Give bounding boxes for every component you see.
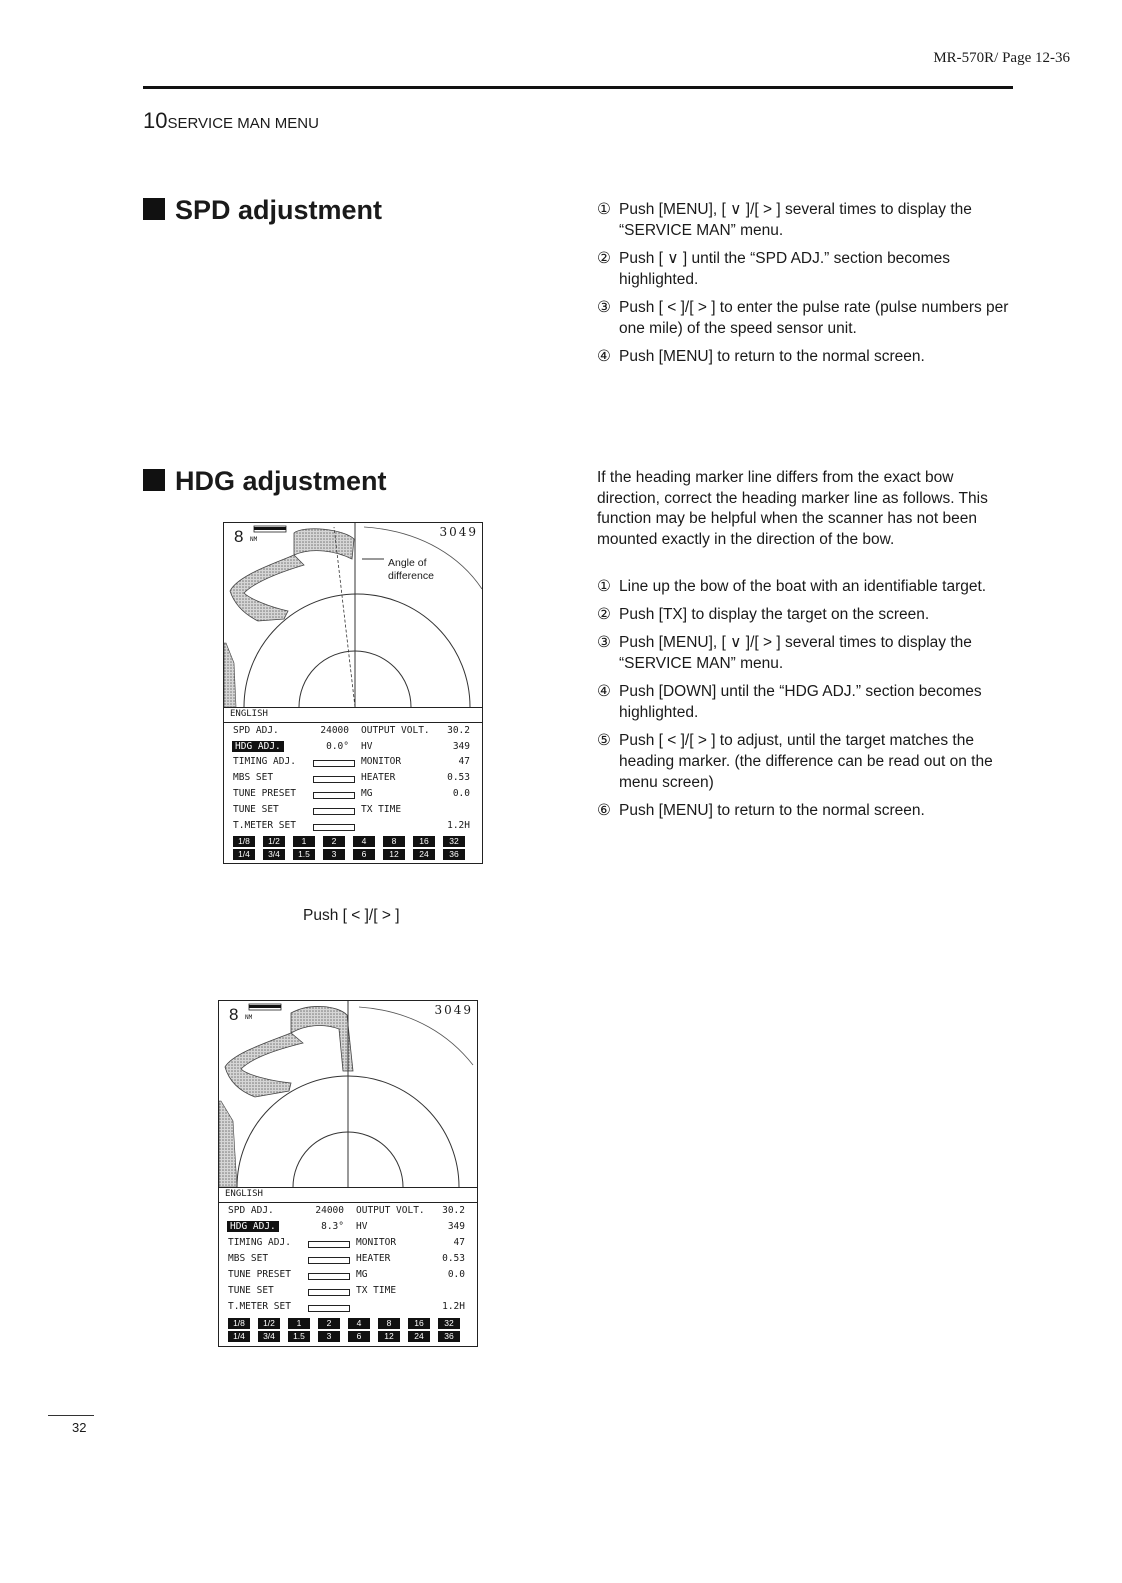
range-value: 8 [229, 1005, 239, 1024]
menu-row-timing [233, 756, 470, 770]
range-key: 24 [413, 849, 435, 860]
hdg-steps [597, 576, 1012, 828]
output-volt-label: OUTPUT VOLT. [356, 1205, 425, 1216]
step-marker: ③ [597, 634, 611, 651]
range-key: 36 [443, 849, 465, 860]
step-text: Push [MENU], [ ∨ ]/[ > ] several times to display the “SERVICE MAN” menu. [619, 201, 972, 239]
hdg-adj-label-highlighted: HDG ADJ. [232, 741, 284, 752]
tune-preset-bar [313, 792, 355, 799]
range-key: 4 [348, 1318, 370, 1329]
output-volt-label: OUTPUT VOLT. [361, 725, 430, 736]
menu-row-tune-preset [233, 788, 470, 802]
range-key: 24 [408, 1331, 430, 1342]
range-key: 1/4 [228, 1331, 250, 1342]
step-text: Push [TX] to display the target on the screen. [619, 606, 930, 623]
range-key: 3 [318, 1331, 340, 1342]
hv-label: HV [361, 741, 373, 752]
range-key: 1.5 [293, 849, 315, 860]
menu-language: ENGLISH [230, 709, 268, 719]
range-key: 1/2 [258, 1318, 280, 1329]
menu-row-tmeter [233, 820, 470, 834]
spd-adj-value: 24000 [315, 1205, 344, 1216]
spd-step [597, 199, 1012, 241]
timing-adj-label: TIMING ADJ. [228, 1237, 291, 1248]
tune-set-bar [313, 808, 355, 815]
hdg-step [597, 632, 1012, 674]
step-text: Push [MENU], [ ∨ ]/[ > ] several times to display the “SERVICE MAN” menu. [619, 634, 972, 672]
range-key: 8 [383, 836, 405, 847]
step-marker: ③ [597, 299, 611, 316]
range-key: 1 [288, 1318, 310, 1329]
callout-line-1: Angle of [388, 557, 427, 569]
hdg-adj-value: 0.0° [326, 741, 349, 752]
menu-row-mbs [233, 772, 470, 786]
range-keys [233, 836, 470, 862]
step-marker: ④ [597, 348, 611, 365]
tune-set-label: TUNE SET [228, 1285, 274, 1296]
step-marker: ⑤ [597, 732, 611, 749]
menu-row-tune-set [233, 804, 470, 818]
monitor-value: 47 [458, 756, 470, 767]
menu-row-tune-set [228, 1285, 465, 1299]
menu-language: ENGLISH [225, 1189, 263, 1199]
step-text: Push [ < ]/[ > ] to enter the pulse rate (pulse numbers per one mile) of the speed sensor unit. [619, 299, 1009, 337]
range-key: 3/4 [263, 849, 285, 860]
document-reference: MR-570R/ Page 12-36 [933, 50, 1070, 66]
chapter-number: 10 [143, 108, 168, 133]
hdg-adj-value: 8.3° [321, 1221, 344, 1232]
tmeter-set-label: T.METER SET [228, 1301, 291, 1312]
spd-steps [597, 199, 1012, 374]
chapter-heading [143, 108, 319, 134]
mg-value: 0.0 [447, 1269, 465, 1280]
menu-row-tune-preset [228, 1269, 465, 1283]
radar-screen-before [223, 522, 483, 864]
radar-screen-after [218, 1000, 478, 1347]
menu-divider [219, 1202, 477, 1203]
tmeter-set-bar [313, 824, 355, 831]
spd-adj-label: SPD ADJ. [228, 1205, 274, 1216]
range-key: 4 [353, 836, 375, 847]
range-key: 1/8 [233, 836, 255, 847]
radar-ppi-display [224, 523, 482, 707]
hv-value: 349 [447, 1221, 465, 1232]
hdg-intro: If the heading marker line differs from the exact bow direction, correct the heading marker line as follows. This function may be helpful when the scanner has not been mounted exactly in the direction of the bow. [597, 469, 988, 548]
range-value: 8 [234, 527, 244, 546]
menu-row-spd [228, 1205, 465, 1219]
timing-adj-label: TIMING ADJ. [233, 756, 296, 767]
menu-row-mbs [228, 1253, 465, 1267]
hdg-step [597, 681, 1012, 723]
header-rule [143, 86, 1013, 89]
tune-set-bar [308, 1289, 350, 1296]
mbs-set-label: MBS SET [233, 772, 274, 783]
menu-row-spd [233, 725, 470, 739]
menu-row-hdg [233, 741, 470, 755]
range-key: 16 [413, 836, 435, 847]
step-text: Line up the bow of the boat with an identifiable target. [619, 578, 987, 595]
spd-step [597, 346, 1012, 367]
radar-ppi-display [219, 1001, 477, 1187]
menu-row-timing [228, 1237, 465, 1251]
heater-value: 0.53 [447, 772, 470, 783]
range-keys [228, 1318, 465, 1344]
tune-set-label: TUNE SET [233, 804, 279, 815]
heater-value: 0.53 [442, 1253, 465, 1264]
hdg-step [597, 800, 1012, 821]
bearing-readout: 3049 [439, 525, 478, 539]
step-marker: ① [597, 201, 611, 218]
mbs-set-bar [313, 776, 355, 783]
hv-value: 349 [452, 741, 470, 752]
spd-section-title [143, 195, 382, 226]
range-key: 1 [293, 836, 315, 847]
range-key: 32 [438, 1318, 460, 1329]
menu-divider [224, 722, 482, 723]
heater-label: HEATER [356, 1253, 391, 1264]
angle-of-difference-callout [388, 557, 434, 583]
range-key: 1/8 [228, 1318, 250, 1329]
range-key: 12 [378, 1331, 400, 1342]
step-marker: ① [597, 578, 611, 595]
output-volt-value: 30.2 [442, 1205, 465, 1216]
hdg-adj-label-highlighted: HDG ADJ. [227, 1221, 279, 1232]
tune-preset-label: TUNE PRESET [233, 788, 296, 799]
range-unit: NM [250, 536, 258, 543]
tune-preset-bar [308, 1273, 350, 1280]
hv-label: HV [356, 1221, 368, 1232]
tune-preset-label: TUNE PRESET [228, 1269, 291, 1280]
mg-label: MG [361, 788, 373, 799]
menu-row-hdg [228, 1221, 465, 1235]
step-text: Push [ ∨ ] until the “SPD ADJ.” section becomes highlighted. [619, 250, 950, 288]
callout-line-2: difference [388, 570, 434, 582]
service-man-menu [219, 1187, 477, 1347]
menu-row-tmeter [228, 1301, 465, 1315]
step-marker: ② [597, 250, 611, 267]
tmeter-set-label: T.METER SET [233, 820, 296, 831]
timing-adj-bar [308, 1241, 350, 1248]
mg-value: 0.0 [452, 788, 470, 799]
range-key: 3 [323, 849, 345, 860]
hdg-step [597, 604, 1012, 625]
mbs-set-label: MBS SET [228, 1253, 269, 1264]
range-key: 2 [323, 836, 345, 847]
push-caption: Push [ < ]/[ > ] [303, 907, 400, 924]
range-key: 8 [378, 1318, 400, 1329]
range-key: 2 [318, 1318, 340, 1329]
timing-adj-bar [313, 760, 355, 767]
step-text: Push [MENU] to return to the normal screen. [619, 348, 925, 365]
hdg-title-text: HDG adjustment [175, 466, 387, 496]
step-marker: ⑥ [597, 802, 611, 819]
step-text: Push [ < ]/[ > ] to adjust, until the target matches the heading marker. (the difference can be read out on the menu screen) [619, 732, 993, 791]
step-text: Push [MENU] to return to the normal screen. [619, 802, 925, 819]
spd-step [597, 297, 1012, 339]
monitor-value: 47 [453, 1237, 465, 1248]
range-key: 16 [408, 1318, 430, 1329]
spd-adj-label: SPD ADJ. [233, 725, 279, 736]
spd-step [597, 248, 1012, 290]
bearing-readout: 3049 [434, 1003, 473, 1017]
range-key: 1.5 [288, 1331, 310, 1342]
chapter-title: SERVICE MAN MENU [167, 115, 319, 132]
mg-label: MG [356, 1269, 368, 1280]
range-key: 1/2 [263, 836, 285, 847]
square-bullet-icon [143, 469, 165, 491]
monitor-label: MONITOR [361, 756, 402, 767]
page-number: 32 [72, 1420, 87, 1435]
square-bullet-icon [143, 198, 165, 220]
hdg-step [597, 730, 1012, 793]
heater-label: HEATER [361, 772, 396, 783]
hdg-section-title [143, 466, 387, 497]
range-key: 1/4 [233, 849, 255, 860]
service-man-menu [224, 707, 482, 864]
step-marker: ④ [597, 683, 611, 700]
range-key: 3/4 [258, 1331, 280, 1342]
output-volt-value: 30.2 [447, 725, 470, 736]
spd-adj-value: 24000 [320, 725, 349, 736]
range-key: 32 [443, 836, 465, 847]
tx-time-label: TX TIME [356, 1285, 397, 1296]
step-marker: ② [597, 606, 611, 623]
step-text: Push [DOWN] until the “HDG ADJ.” section becomes highlighted. [619, 683, 982, 721]
range-key: 36 [438, 1331, 460, 1342]
range-key: 6 [348, 1331, 370, 1342]
tmeter-value: 1.2H [442, 1301, 465, 1312]
range-key: 12 [383, 849, 405, 860]
hdg-step [597, 576, 1012, 597]
range-key: 6 [353, 849, 375, 860]
tmeter-value: 1.2H [447, 820, 470, 831]
mbs-set-bar [308, 1257, 350, 1264]
range-unit: NM [245, 1014, 253, 1021]
tx-time-label: TX TIME [361, 804, 402, 815]
footer-rule [48, 1415, 94, 1416]
tmeter-set-bar [308, 1305, 350, 1312]
monitor-label: MONITOR [356, 1237, 397, 1248]
spd-title-text: SPD adjustment [175, 195, 383, 225]
